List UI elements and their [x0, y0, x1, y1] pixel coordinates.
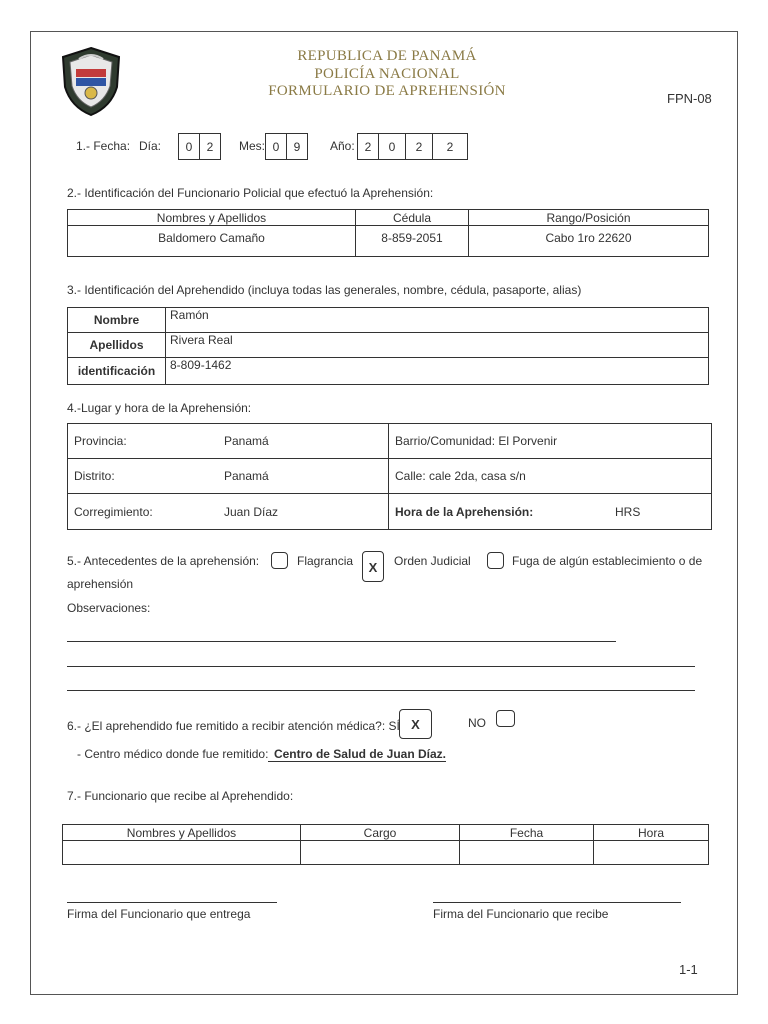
- receptor-cargo[interactable]: [301, 841, 460, 865]
- funcionario-cedula[interactable]: 8-859-2051: [356, 226, 469, 257]
- calle-field[interactable]: Calle: cale 2da, casa s/n: [389, 459, 712, 494]
- distrito-label: Distrito:: [74, 469, 115, 483]
- funcionario-table: [67, 209, 709, 257]
- aprehendido-nombre[interactable]: Ramón: [166, 308, 709, 333]
- observaciones-label: Observaciones:: [67, 601, 151, 615]
- anio-label: Año:: [330, 139, 355, 153]
- dia-digit-2[interactable]: 2: [199, 133, 221, 160]
- col-receptor-hora: Hora: [594, 825, 709, 841]
- firma-entrega-label: Firma del Funcionario que entrega: [67, 907, 251, 921]
- col-receptor-cargo: Cargo: [301, 825, 460, 841]
- nombre-label: Nombre: [93, 313, 140, 327]
- orden-judicial-label: Orden Judicial: [394, 554, 471, 568]
- atencion-no-label: NO: [468, 716, 486, 730]
- fuga-label: Fuga de algún establecimiento o de: [512, 554, 703, 568]
- identificacion-label: identificación: [77, 364, 156, 378]
- observaciones-line-1[interactable]: [67, 641, 616, 642]
- s4-title: 4.-Lugar y hora de la Aprehensión:: [67, 401, 252, 415]
- firma-entrega-line[interactable]: [67, 902, 277, 903]
- atencion-si-checkbox[interactable]: X: [399, 709, 432, 739]
- s3-title: 3.- Identificación del Aprehendido (incluya todas las generales, nombre, cédula, pasaporte, alias): [67, 283, 582, 297]
- fuga-label-cont: aprehensión: [67, 577, 134, 591]
- hora-label: Hora de la Aprehensión:: [395, 504, 534, 519]
- s5-title: 5.- Antecedentes de la aprehensión:: [67, 554, 260, 568]
- mes-label: Mes:: [239, 139, 266, 153]
- observaciones-line-2[interactable]: [67, 666, 695, 667]
- barrio-field[interactable]: Barrio/Comunidad: El Porvenir: [389, 424, 712, 459]
- orden-judicial-checkbox[interactable]: X: [362, 551, 384, 582]
- s2-title: 2.- Identificación del Funcionario Policial que efectuó la Aprehensión:: [67, 186, 434, 200]
- page-number: 1-1: [679, 962, 698, 977]
- mes-digit-2[interactable]: 9: [286, 133, 308, 160]
- receptor-fecha[interactable]: [460, 841, 594, 865]
- aprehendido-table: [67, 307, 709, 385]
- policia-nacional-shield-icon: [59, 45, 123, 117]
- firma-recibe-line[interactable]: [433, 902, 681, 903]
- form-code: FPN-08: [667, 91, 712, 106]
- corregimiento-label: Corregimiento:: [74, 504, 153, 519]
- hora-unit[interactable]: HRS: [615, 504, 641, 519]
- header-policia: POLICÍA NACIONAL: [314, 66, 460, 82]
- distrito-value[interactable]: Panamá: [224, 469, 269, 483]
- provincia-label: Provincia:: [74, 434, 127, 448]
- col-nombres: Nombres y Apellidos: [68, 210, 356, 226]
- lugar-table: [67, 423, 712, 530]
- receptor-table: [62, 824, 709, 865]
- mes-digit-1[interactable]: 0: [265, 133, 287, 160]
- funcionario-rango[interactable]: Cabo 1ro 22620: [469, 226, 709, 257]
- anio-digit-2[interactable]: 0: [378, 133, 406, 160]
- col-receptor-fecha: Fecha: [460, 825, 594, 841]
- col-cedula: Cédula: [356, 210, 469, 226]
- s7-title: 7.- Funcionario que recibe al Aprehendido:: [67, 789, 294, 803]
- header-republica: REPUBLICA DE PANAMÁ: [297, 48, 477, 64]
- receptor-hora[interactable]: [594, 841, 709, 865]
- flagrancia-checkbox[interactable]: [271, 552, 288, 569]
- anio-digit-3[interactable]: 2: [405, 133, 433, 160]
- anio-digit-4[interactable]: 2: [432, 133, 468, 160]
- funcionario-nombre[interactable]: Baldomero Camaño: [68, 226, 356, 257]
- apellidos-label: Apellidos: [89, 338, 144, 352]
- centro-label: - Centro médico donde fue remitido:: [77, 747, 269, 761]
- aprehendido-identificacion[interactable]: 8-809-1462: [166, 358, 709, 385]
- dia-label: Día:: [139, 139, 162, 153]
- s6-question: 6.- ¿El aprehendido fue remitido a recibir atención médica?: SÍ: [67, 719, 400, 733]
- centro-value[interactable]: Centro de Salud de Juan Díaz.: [268, 747, 446, 762]
- fuga-checkbox[interactable]: [487, 552, 504, 569]
- fecha-label: 1.- Fecha:: [76, 139, 131, 153]
- header-form-title: FORMULARIO DE APREHENSIÓN: [268, 83, 506, 99]
- anio-digit-1[interactable]: 2: [357, 133, 379, 160]
- col-rango: Rango/Posición: [469, 210, 709, 226]
- corregimiento-value[interactable]: Juan Díaz: [224, 504, 279, 519]
- dia-digit-1[interactable]: 0: [178, 133, 200, 160]
- flagrancia-label: Flagrancia: [297, 554, 354, 568]
- observaciones-line-3[interactable]: [67, 690, 695, 691]
- col-receptor-nombres: Nombres y Apellidos: [63, 825, 301, 841]
- atencion-no-checkbox[interactable]: [496, 710, 515, 727]
- firma-recibe-label: Firma del Funcionario que recibe: [433, 907, 609, 921]
- receptor-nombre[interactable]: [63, 841, 301, 865]
- provincia-value[interactable]: Panamá: [224, 434, 269, 448]
- aprehendido-apellidos[interactable]: Rivera Real: [166, 333, 709, 358]
